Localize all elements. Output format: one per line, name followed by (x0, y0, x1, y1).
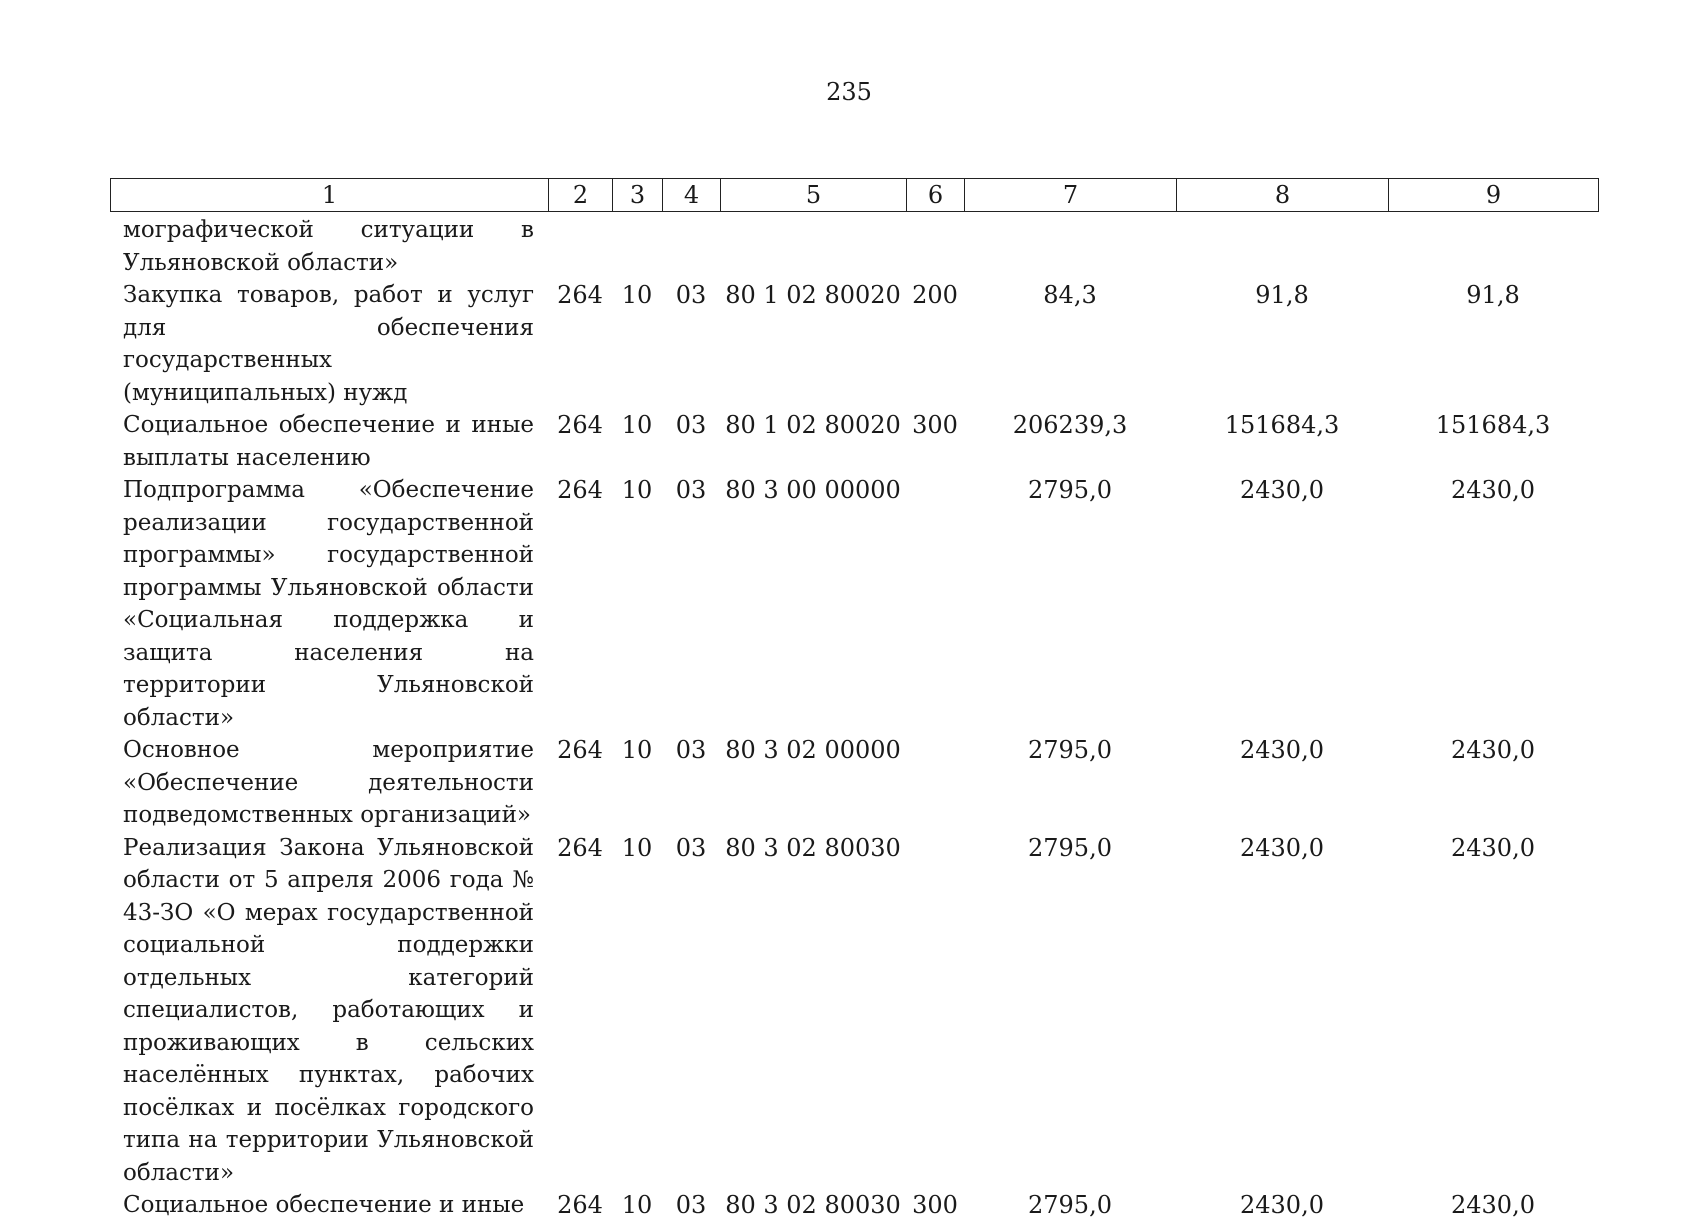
table-row (110, 832, 1598, 1190)
row-col-5: 80 3 00 00000 (725, 476, 901, 504)
column-header-4: 4 (663, 179, 721, 212)
row-col-2 (548, 214, 612, 279)
row-col-6 (906, 474, 964, 734)
row-col-5: 80 3 02 80030 (725, 833, 901, 862)
budget-table (110, 214, 1598, 1222)
row-col-2: 264 (557, 736, 603, 764)
row-col-9: 2430,0 (1451, 736, 1535, 764)
row-col-9: 2430,0 (1451, 833, 1535, 862)
row-description: Социальное обеспечение и иные (123, 1192, 525, 1218)
row-col-4: 03 (675, 1191, 707, 1219)
row-col-3: 10 (621, 281, 653, 309)
table-row (110, 474, 1598, 734)
row-col-5: 80 1 02 80020 (725, 411, 901, 439)
row-col-4 (662, 214, 720, 279)
column-header-8: 8 (1177, 179, 1389, 212)
row-col-3: 10 (621, 476, 653, 504)
row-col-2: 264 (557, 411, 603, 439)
row-col-3 (612, 214, 662, 279)
row-col-8: 2430,0 (1240, 833, 1324, 862)
table-row (110, 279, 1598, 409)
table-row (110, 214, 1598, 279)
row-col-9: 151684,3 (1435, 411, 1551, 439)
row-col-7: 2795,0 (1028, 833, 1112, 862)
row-col-7: 2795,0 (1028, 1191, 1112, 1219)
table-row (110, 734, 1598, 832)
row-col-4: 03 (675, 411, 707, 439)
row-col-7: 84,3 (1043, 281, 1097, 309)
column-header-1: 1 (111, 179, 549, 212)
row-description: Социальное обеспечение и иные выплаты населению (123, 412, 534, 471)
row-col-6 (906, 832, 964, 1190)
row-col-7: 206239,3 (1012, 411, 1128, 439)
row-col-8 (1176, 214, 1388, 279)
row-col-4: 03 (675, 833, 707, 862)
row-description: Подпрограмма «Обеспечение реализации государственной программы» государственной программы Ульяновской области «Социальная поддержка и защита населения на территории Ульяновской области» (123, 477, 534, 731)
column-header-5: 5 (721, 179, 907, 212)
row-col-6 (906, 734, 964, 832)
row-col-7: 2795,0 (1028, 476, 1112, 504)
row-col-7: 2795,0 (1028, 736, 1112, 764)
row-col-8: 151684,3 (1224, 411, 1340, 439)
row-col-8: 2430,0 (1240, 1191, 1324, 1219)
row-col-9: 91,8 (1466, 281, 1520, 309)
row-col-2: 264 (557, 1191, 603, 1219)
row-col-2: 264 (557, 833, 603, 862)
row-col-8: 2430,0 (1240, 476, 1324, 504)
table-row (110, 409, 1598, 474)
column-header-2: 2 (549, 179, 613, 212)
row-col-6: 300 (912, 1191, 958, 1219)
row-col-4: 03 (675, 736, 707, 764)
row-col-5: 80 3 02 80030 (725, 1191, 901, 1219)
row-col-4: 03 (675, 281, 707, 309)
row-col-3: 10 (621, 1191, 653, 1219)
row-description: Реализация Закона Ульяновской области от 5 апреля 2006 года № 43-ЗО «О мерах государственной социальной поддержки отдельных категорий специалистов, работающих и проживающих в сельских населённых пунктах, рабочих посёлках и посёлках городского типа на территории Ульяновской области» (123, 834, 534, 1186)
column-header-7: 7 (965, 179, 1177, 212)
column-header-row (110, 178, 1599, 212)
row-col-8: 2430,0 (1240, 736, 1324, 764)
row-col-9 (1388, 214, 1598, 279)
row-col-3: 10 (621, 411, 653, 439)
column-header-3: 3 (613, 179, 663, 212)
row-col-2: 264 (557, 281, 603, 309)
column-header-9: 9 (1389, 179, 1599, 212)
row-col-4: 03 (675, 476, 707, 504)
row-description: Основное мероприятие «Обеспечение деятельности подведомственных организаций» (123, 737, 534, 828)
column-header-6: 6 (907, 179, 965, 212)
row-col-9: 2430,0 (1451, 476, 1535, 504)
row-col-6: 300 (912, 411, 958, 439)
row-col-2: 264 (557, 476, 603, 504)
row-col-6 (906, 214, 964, 279)
row-description: Закупка товаров, работ и услуг для обеспечения государственных (муниципальных) нужд (123, 282, 534, 406)
row-col-3: 10 (621, 736, 653, 764)
page-number: 235 (826, 78, 872, 106)
row-col-5: 80 1 02 80020 (725, 281, 901, 309)
row-col-5: 80 3 02 00000 (725, 736, 901, 764)
row-col-3: 10 (621, 833, 653, 862)
row-col-9: 2430,0 (1451, 1191, 1535, 1219)
row-col-8: 91,8 (1255, 281, 1309, 309)
row-description: мографической ситуации в Ульяновской области» (123, 217, 534, 276)
row-col-6: 200 (912, 281, 958, 309)
row-col-7 (964, 214, 1176, 279)
row-col-5 (720, 214, 906, 279)
table-row (110, 1189, 1598, 1222)
